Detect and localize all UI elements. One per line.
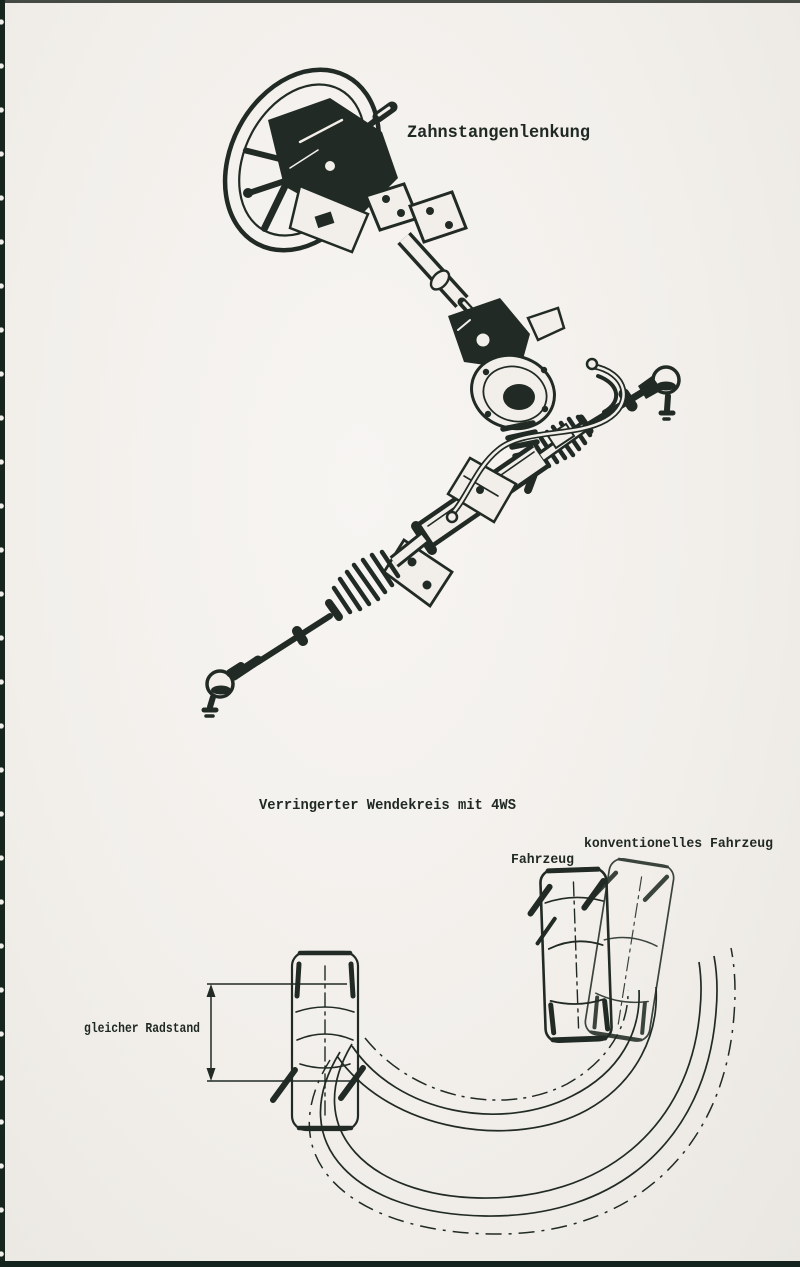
car-conventional	[573, 855, 676, 1043]
label-conventional-vehicle: konventionelles Fahrzeug	[584, 837, 773, 852]
scan-edge-top	[0, 0, 800, 3]
rack-housing	[384, 424, 586, 606]
steering-assembly-figure	[195, 43, 679, 716]
label-4ws-vehicle: Fahrzeug	[511, 853, 574, 868]
scan-edge-bottom	[0, 1261, 800, 1267]
figure2-caption: Verringerter Wendekreis mit 4WS	[259, 797, 516, 814]
tie-rod-left	[234, 616, 330, 676]
figure1-title: Zahnstangenlenkung	[407, 123, 590, 143]
turning-path-arcs	[309, 948, 735, 1234]
car-4ws-turning	[529, 868, 612, 1043]
scan-edge-left	[0, 0, 5, 1267]
column-brackets	[366, 184, 466, 242]
car-4ws-reference	[273, 952, 363, 1130]
label-wheelbase: gleicher Radstand	[84, 1022, 200, 1037]
tie-rod-end-left	[204, 666, 241, 716]
